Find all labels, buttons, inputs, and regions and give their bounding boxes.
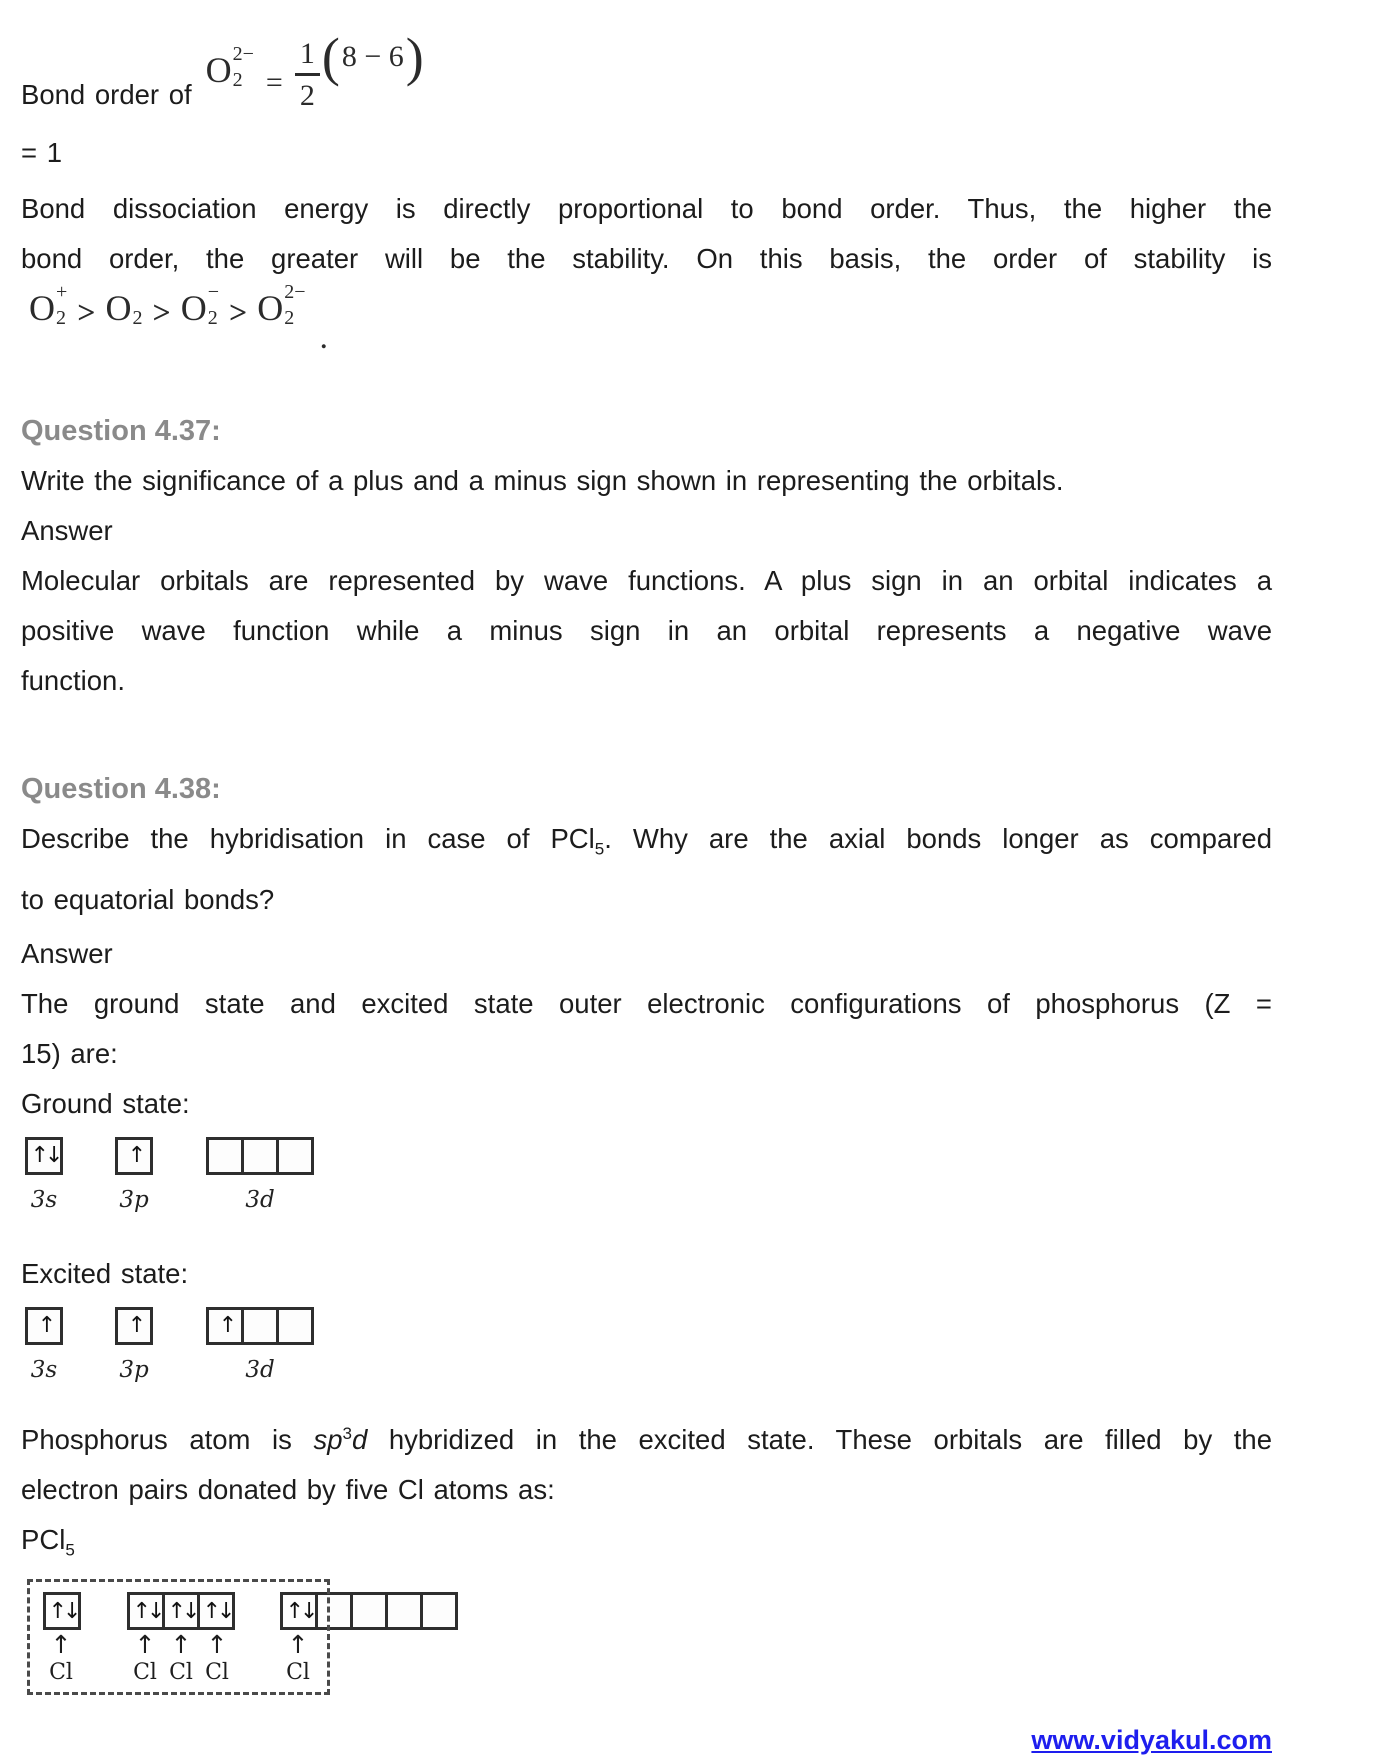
orbital-label-3s: 3s	[30, 1186, 58, 1213]
fraction-denominator: 2	[299, 79, 315, 112]
hybrid-part1: Phosphorus atom is	[21, 1423, 314, 1455]
greater-than-sign: >	[77, 294, 96, 330]
species-superscript: 2−	[232, 43, 254, 65]
donor-arrow-icon: ↑	[206, 1630, 228, 1660]
hybridization-paragraph	[21, 1409, 1272, 1515]
species-scripts	[133, 282, 143, 328]
bond-order-prefix: Bond order of	[21, 79, 192, 110]
orbital-box	[244, 1307, 279, 1345]
answer-label-438: Answer	[21, 937, 113, 969]
species-o2	[106, 290, 143, 336]
orbital-box: ↑	[115, 1137, 153, 1175]
orbital-box	[279, 1137, 314, 1175]
fraction	[295, 37, 320, 112]
greater-than-sign: >	[152, 294, 171, 330]
d-symbol: d	[351, 1423, 368, 1455]
orbital-label-3p: 3p	[119, 1186, 149, 1213]
donor-arrow-row	[127, 1630, 235, 1660]
cl-label: Cl	[205, 1660, 229, 1686]
answer-437-paragraph	[21, 556, 1272, 706]
paragraph-line: electron pairs donated by five Cl atoms as:	[21, 1473, 555, 1505]
species-o2-2minus	[257, 281, 306, 336]
species-superscript: +	[56, 281, 68, 303]
question-438-part2: . Why are the axial bonds longer as compared	[604, 823, 1273, 854]
footer	[21, 1725, 1272, 1756]
orbital-box: ↑	[206, 1307, 244, 1345]
species-base: O	[180, 288, 207, 328]
orbital-label-3d: 3d	[245, 1356, 275, 1383]
paragraph-line: 15) are:	[21, 1037, 118, 1069]
orbital-box: ↑↓	[200, 1592, 235, 1630]
orbital-group	[43, 1592, 81, 1630]
orbital-box: ↑↓	[43, 1592, 81, 1630]
orbital-unit-3d	[206, 1307, 314, 1383]
question-437-heading: Question 4.37:	[21, 415, 221, 447]
orbital-box: ↑	[25, 1307, 63, 1345]
donor-arrow-icon: ↑	[134, 1630, 156, 1660]
species-scripts	[208, 282, 219, 328]
orbital-label-3s: 3s	[30, 1356, 58, 1383]
answer-438-intro-paragraph	[21, 979, 1272, 1079]
species-o2-plus	[29, 281, 68, 336]
species-base: O	[257, 288, 284, 328]
cl-label: Cl	[286, 1660, 310, 1686]
species-o2-2minus	[205, 43, 254, 98]
orbital-box	[388, 1592, 423, 1630]
hybrid-part2: hybridized in the excited state. These orbitals are filled by the	[367, 1423, 1272, 1455]
expression-8-minus-6: 8 − 6	[341, 40, 404, 73]
answer-label-437: Answer	[21, 515, 113, 546]
orbital-group-3d	[206, 1307, 314, 1345]
greater-than-sign: >	[229, 294, 248, 330]
cl-label: Cl	[49, 1660, 73, 1686]
species-subscript: 2	[207, 307, 218, 329]
stability-paragraph	[21, 184, 1272, 284]
bond-order-formula-line	[21, 14, 1272, 114]
orbital-box: ↑↓	[165, 1592, 200, 1630]
species-superscript: −	[207, 281, 220, 303]
stability-order-formula	[29, 281, 1272, 356]
orbital-group	[280, 1592, 458, 1630]
donor-arrow-icon: ↑	[50, 1630, 72, 1660]
ground-state-diagram	[25, 1137, 1272, 1233]
orbital-label-3p: 3p	[119, 1356, 149, 1383]
species-scripts	[56, 282, 67, 328]
orbital-unit-3s	[25, 1307, 63, 1383]
pcl5-group-3p	[127, 1592, 235, 1686]
equals-sign: =	[265, 66, 283, 99]
cl-label: Cl	[169, 1660, 193, 1686]
sp-symbol: sp	[313, 1423, 343, 1455]
pcl5-group-3d	[280, 1592, 458, 1686]
paragraph-line: Bond dissociation energy is directly proportional to bond order. Thus, the higher the	[21, 193, 1272, 224]
paragraph-line	[21, 1409, 1272, 1465]
orbital-unit-3p	[115, 1307, 153, 1383]
question-438-heading: Question 4.38:	[21, 773, 221, 805]
paragraph-line: The ground state and excited state outer electronic configurations of phosphorus (Z =	[21, 987, 1272, 1019]
paragraph-line: Molecular orbitals are represented by wave functions. A plus sign in an orbital indicates a	[21, 565, 1272, 596]
parenthesis-expression	[321, 27, 424, 87]
species-subscript: 2	[232, 69, 243, 91]
orbital-group-3d	[206, 1137, 314, 1175]
orbital-box: ↑	[115, 1307, 153, 1345]
pcl5-subscript: 5	[65, 1540, 75, 1560]
orbital-unit-3d	[206, 1137, 314, 1213]
orbital-unit-3p	[115, 1137, 153, 1213]
paragraph-line: function.	[21, 665, 125, 696]
sentence-period: .	[319, 319, 329, 356]
orbital-box: ↑↓	[127, 1592, 165, 1630]
cl-label-row	[127, 1660, 235, 1686]
species-o2-minus	[180, 281, 220, 336]
question-438-text	[21, 814, 1272, 925]
species-subscript: 2	[56, 307, 66, 329]
cl-label-row	[280, 1660, 316, 1686]
vidyakul-link[interactable]: www.vidyakul.com	[1031, 1725, 1272, 1756]
orbital-unit-3s	[25, 1137, 63, 1213]
orbital-box	[244, 1137, 279, 1175]
species-superscript: 2−	[284, 281, 306, 303]
paragraph-line: to equatorial bonds?	[21, 883, 275, 915]
sp3-superscript: 3	[342, 1423, 352, 1443]
orbital-box	[353, 1592, 388, 1630]
species-base: O	[205, 50, 232, 90]
paren-open: (	[321, 27, 340, 87]
pcl5-subscript: 5	[594, 839, 605, 859]
donor-arrow-icon: ↑	[287, 1630, 309, 1660]
pcl5-formula-label	[21, 1515, 1272, 1576]
pcl5-diagram	[27, 1579, 1272, 1711]
orbital-box	[423, 1592, 458, 1630]
orbital-label-3d: 3d	[245, 1186, 275, 1213]
species-scripts	[233, 44, 254, 90]
ground-state-label: Ground state:	[21, 1087, 190, 1119]
paragraph-line: positive wave function while a minus sign in an orbital represents a negative wave	[21, 615, 1272, 646]
species-subscript: 2	[132, 307, 143, 329]
pcl5-group-3s	[43, 1592, 81, 1686]
orbital-box: ↑↓	[25, 1137, 63, 1175]
excited-state-diagram	[25, 1307, 1272, 1403]
paragraph-line	[21, 814, 1272, 875]
paragraph-line: bond order, the greater will be the stability. On this basis, the order of stability is	[21, 243, 1272, 274]
bond-order-result: = 1	[21, 137, 62, 168]
donor-arrow-row	[280, 1630, 316, 1660]
orbital-box	[206, 1137, 244, 1175]
donor-arrow-icon: ↑	[170, 1630, 192, 1660]
paren-close: )	[405, 27, 424, 87]
donor-arrow-row	[43, 1630, 79, 1660]
cl-label: Cl	[133, 1660, 157, 1686]
species-subscript: 2	[284, 307, 295, 329]
cl-label-row	[43, 1660, 79, 1686]
orbital-box	[318, 1592, 353, 1630]
orbital-group	[127, 1592, 235, 1630]
species-base: O	[105, 288, 132, 328]
excited-state-label: Excited state:	[21, 1257, 189, 1289]
orbital-box	[279, 1307, 314, 1345]
question-437-text: Write the significance of a plus and a minus sign shown in representing the orbitals.	[21, 465, 1064, 496]
fraction-numerator: 1	[295, 37, 320, 76]
species-scripts	[284, 282, 305, 328]
question-438-part1: Describe the hybridisation in case of PCl	[21, 823, 595, 854]
pcl5-base: PCl	[21, 1523, 66, 1555]
orbital-box: ↑↓	[280, 1592, 318, 1630]
species-base: O	[29, 288, 55, 328]
